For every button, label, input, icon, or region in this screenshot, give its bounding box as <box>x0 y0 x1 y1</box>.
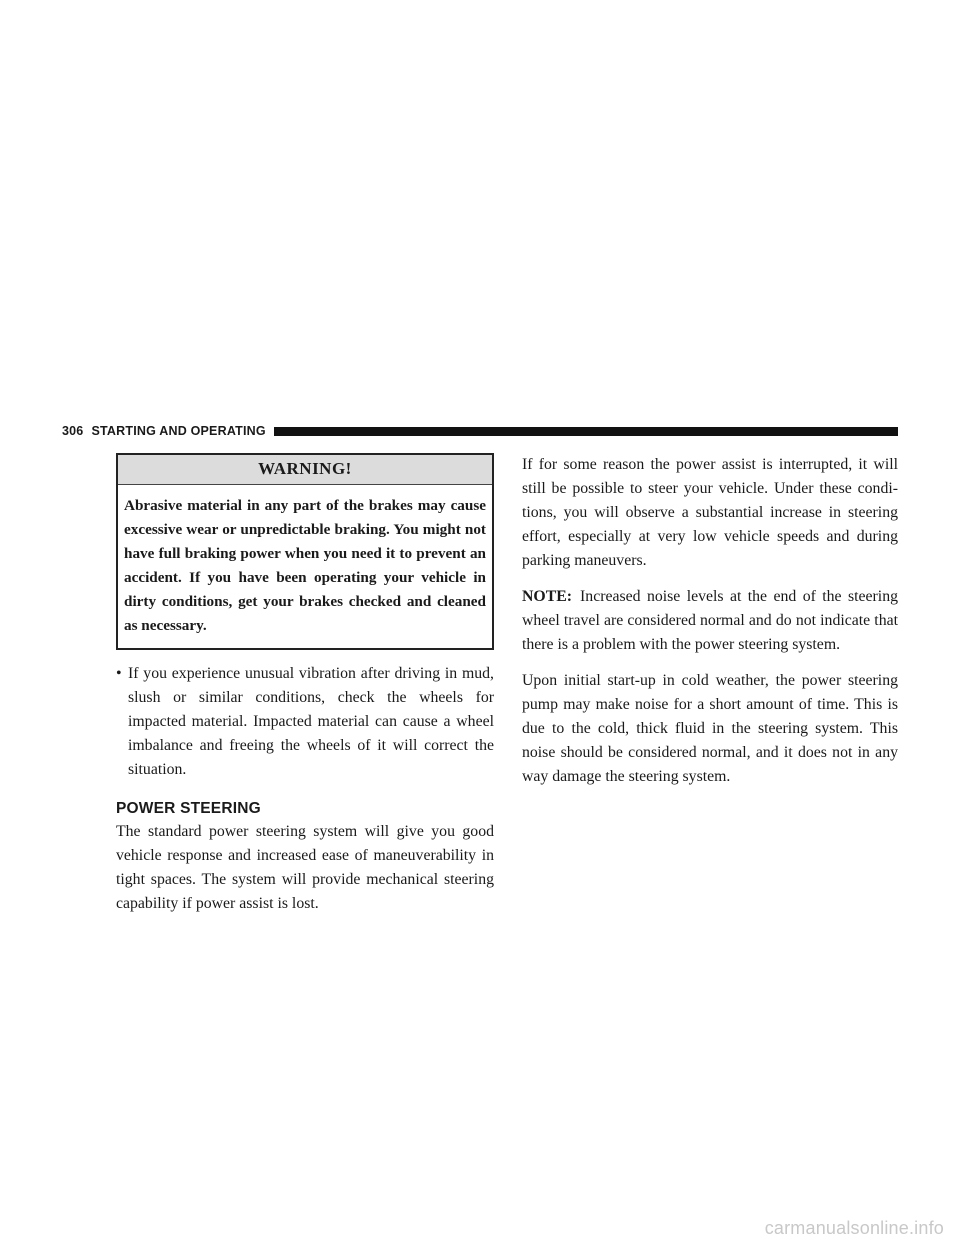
section-title: STARTING AND OPERATING <box>91 424 266 438</box>
watermark: carmanualsonline.info <box>764 1218 944 1238</box>
note-label: NOTE: <box>522 588 573 605</box>
left-column <box>116 453 494 916</box>
warning-body: Abrasive material in any part of the brakes may cause excessive wear or unpredictable braking. You might not have full braking power when you need it to prevent an accident. If you have been operating your vehicle in dirty conditions, get your brakes checked and cleaned as necessary. <box>124 497 486 634</box>
note-paragraph <box>522 585 898 657</box>
right-column <box>522 453 898 789</box>
bullet-icon: • <box>116 665 122 682</box>
power-steering-paragraph-1: The standard power steering system will give you good vehicle response and increased ease of maneuverability in tight spaces. The system will provide mechanical steering capability if power assist is lost. <box>116 823 494 912</box>
bullet-text: If you experience unusual vibration after driving in mud, slush or similar conditions, check the wheels for impacted material. Impacted material can cause a wheel imbalance and freeing the wheels of it will correct the situation. <box>128 665 494 778</box>
header-rule <box>274 427 898 436</box>
list-item <box>116 662 494 782</box>
section-heading: POWER STEERING <box>116 800 261 817</box>
warning-box <box>116 453 494 650</box>
note-text: Increased noise levels at the end of the steering wheel travel are considered normal and do not indicate that there is a problem with the power steering system. <box>522 588 898 653</box>
power-steering-paragraph-2: If for some reason the power assist is interrupted, it will still be possible to steer your vehicle. Under these condi- tions, you will observe a substantial increase in steering effort, especially at very low vehicle speeds and during parking maneuvers. <box>522 456 898 569</box>
page-number: 306 <box>62 424 84 438</box>
warning-title: WARNING! <box>118 455 492 485</box>
page-header <box>62 422 898 440</box>
power-steering-paragraph-3: Upon initial start-up in cold weather, the power steering pump may make noise for a short amount of time. This is due to the cold, thick fluid in the steering system. This noise should be considered normal, and it does not in any way damage the steering system. <box>522 672 898 785</box>
